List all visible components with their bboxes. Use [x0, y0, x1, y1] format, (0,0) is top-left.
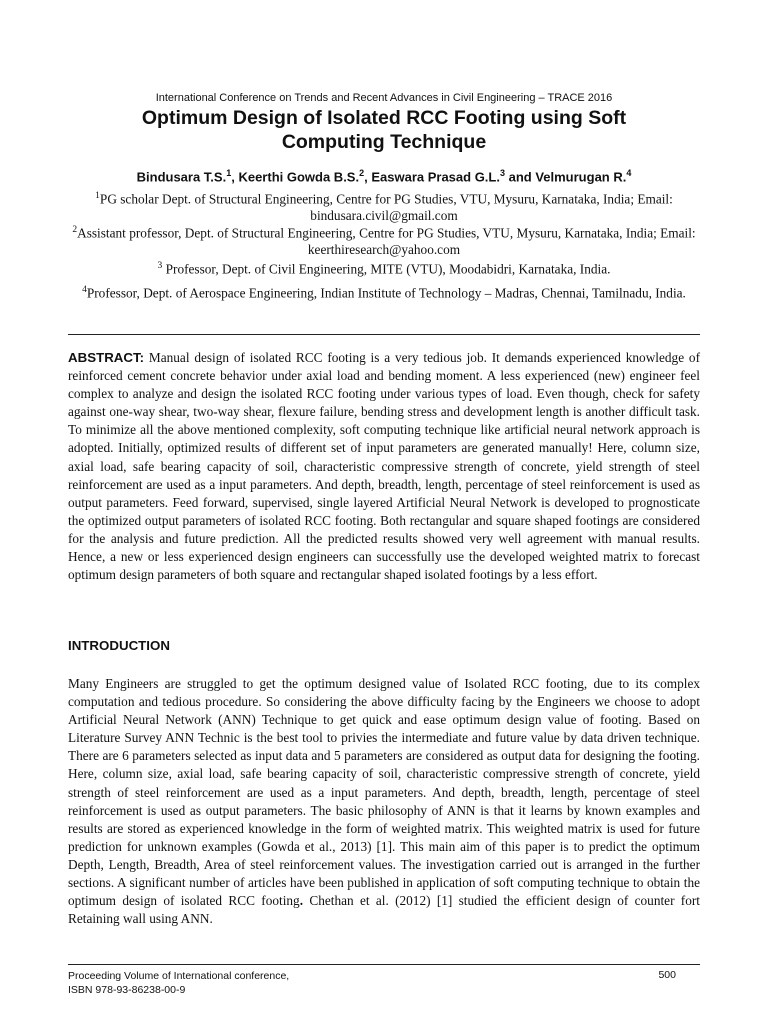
author-separator: , — [364, 169, 372, 185]
introduction-heading: INTRODUCTION — [68, 638, 170, 653]
introduction-text: Many Engineers are struggled to get the optimum designed value of Isolated RCC footing, due to its complex computation and tedious procedure. So considering the above difficulty facing by the Engineers we choose to adopt Artificial Neural Network (ANN) Technique to get quick and ease optimum design value of footing. Based on Literature Survey ANN Technic is the best tool to privies the intermediate and future value by data driven technique. There are 6 parameters selected as input data and 5 parameters are considered as output data for designing the footing. Here, column size, axial load, safe bearing capacity of soil, characteristic compressive strength of concrete, yield strength of steel reinforcement are used as a input parameters. And depth, breadth, length, percentage of steel reinforcement is used as output parameters. The basic philosophy of ANN is that it learns by known examples and results are stored as experienced knowledge in the form of weighted matrix. This weighted matrix is used for future prediction for unknown examples (Gowda et al., 2013) [1]. This main aim of this paper is to predict the optimum Depth, Length, Breadth, Area of steel reinforcement values. The investigation carried out is arranged in the further sections. A significant number of articles have been published in application of soft computing technique to obtain the optimum design of isolated RCC footing — [68, 676, 700, 909]
author-separator: and — [504, 169, 536, 185]
affiliation-2 — [68, 222, 700, 258]
author-separator: , — [231, 169, 239, 185]
abstract-label: ABSTRACT: — [68, 350, 145, 365]
author-sup: 2 — [359, 168, 365, 178]
footer-line-2: ISBN 978-93-86238-00-9 — [68, 984, 186, 996]
author-name: Bindusara T.S. — [136, 169, 227, 185]
footer-proceeding — [68, 969, 289, 997]
affiliation-text: Professor, Dept. of Aerospace Engineering, Indian Institute of Technology – Madras, Chennai, Tamilnadu, India. — [86, 285, 686, 301]
conference-header: International Conference on Trends and Recent Advances in Civil Engineering – TRACE 2016 — [155, 92, 613, 104]
introduction-text-end: Chethan et al. (2012) [1] studied the efficient design of counter fort Retaining wall using ANN. — [68, 893, 700, 927]
abstract-paragraph — [68, 349, 700, 584]
affiliation-sup: 3 — [157, 261, 163, 271]
affiliation-sup: 1 — [95, 191, 100, 201]
author-list — [0, 168, 768, 184]
affiliation-sup: 4 — [82, 285, 87, 295]
paper-title: Optimum Design of Isolated RCC Footing using Soft Computing Technique — [141, 107, 627, 153]
affiliation-4 — [68, 282, 700, 301]
author-name: Velmurugan R. — [535, 169, 627, 185]
affiliation-text: PG scholar Dept. of Structural Engineering, Centre for PG Studies, VTU, Mysuru, Karnataka, India; Email: bindusara.civil@gmail.com — [99, 191, 673, 224]
affiliation-sup: 2 — [72, 225, 78, 235]
header-divider — [68, 334, 700, 335]
author-sup: 3 — [499, 168, 505, 178]
author-name: Easwara Prasad G.L. — [371, 169, 500, 185]
affiliation-text: Professor, Dept. of Civil Engineering, MITE (VTU), Moodabidri, Karnataka, India. — [162, 261, 611, 277]
affiliation-text: Assistant professor, Dept. of Structural Engineering, Centre for PG Studies, VTU, Mysuru, Karnataka, India; Email: keerthiresearch@yahoo.com — [77, 225, 696, 258]
author-sup: 1 — [226, 168, 232, 178]
introduction-paragraph — [68, 675, 700, 928]
author-name: Keerthi Gowda B.S. — [238, 169, 360, 185]
author-sup: 4 — [626, 168, 632, 178]
affiliation-1 — [68, 188, 700, 224]
page-number: 500 — [658, 969, 676, 981]
affiliation-3 — [68, 258, 700, 277]
footer-line-1: Proceeding Volume of International conference, — [68, 970, 290, 982]
abstract-text: Manual design of isolated RCC footing is a very tedious job. It demands experienced knowledge of reinforced cement concrete behavior under axial load and bending moment. A less experienced (new) engineer feel complex to analyze and design the isolated RCC footing under various types of load. Even though, check for safety against one-way shear, two-way shear, flexure failure, bending stress and development length is another difficult task. To minimize all the above mentioned complexity, soft computing technique like artificial neural network approach is adopted. Initially, optimized results of different set of input parameters are generated manually! Here, column size, axial load, safe bearing capacity of soil, characteristic compressive strength of concrete, yield strength of steel reinforcement are used as a input parameters. And depth, breadth, length, percentage of steel reinforcement is used as output parameters. Feed forward, supervised, single layered Artificial Neural Network is developed to prognosticate the optimized output parameters of isolated RCC footing. Both rectangular and square shaped footings are considered for the analysis and future prediction. All the predicted results showed very well agreement with manual results. Hence, a new or less experienced design engineers can successfully use the developed weighted matrix to forecast optimum design parameters of both square and rectangular shaped isolated footings by a less effort. — [68, 350, 700, 583]
introduction-bold-period: . — [299, 893, 304, 909]
footer-divider — [68, 964, 700, 965]
